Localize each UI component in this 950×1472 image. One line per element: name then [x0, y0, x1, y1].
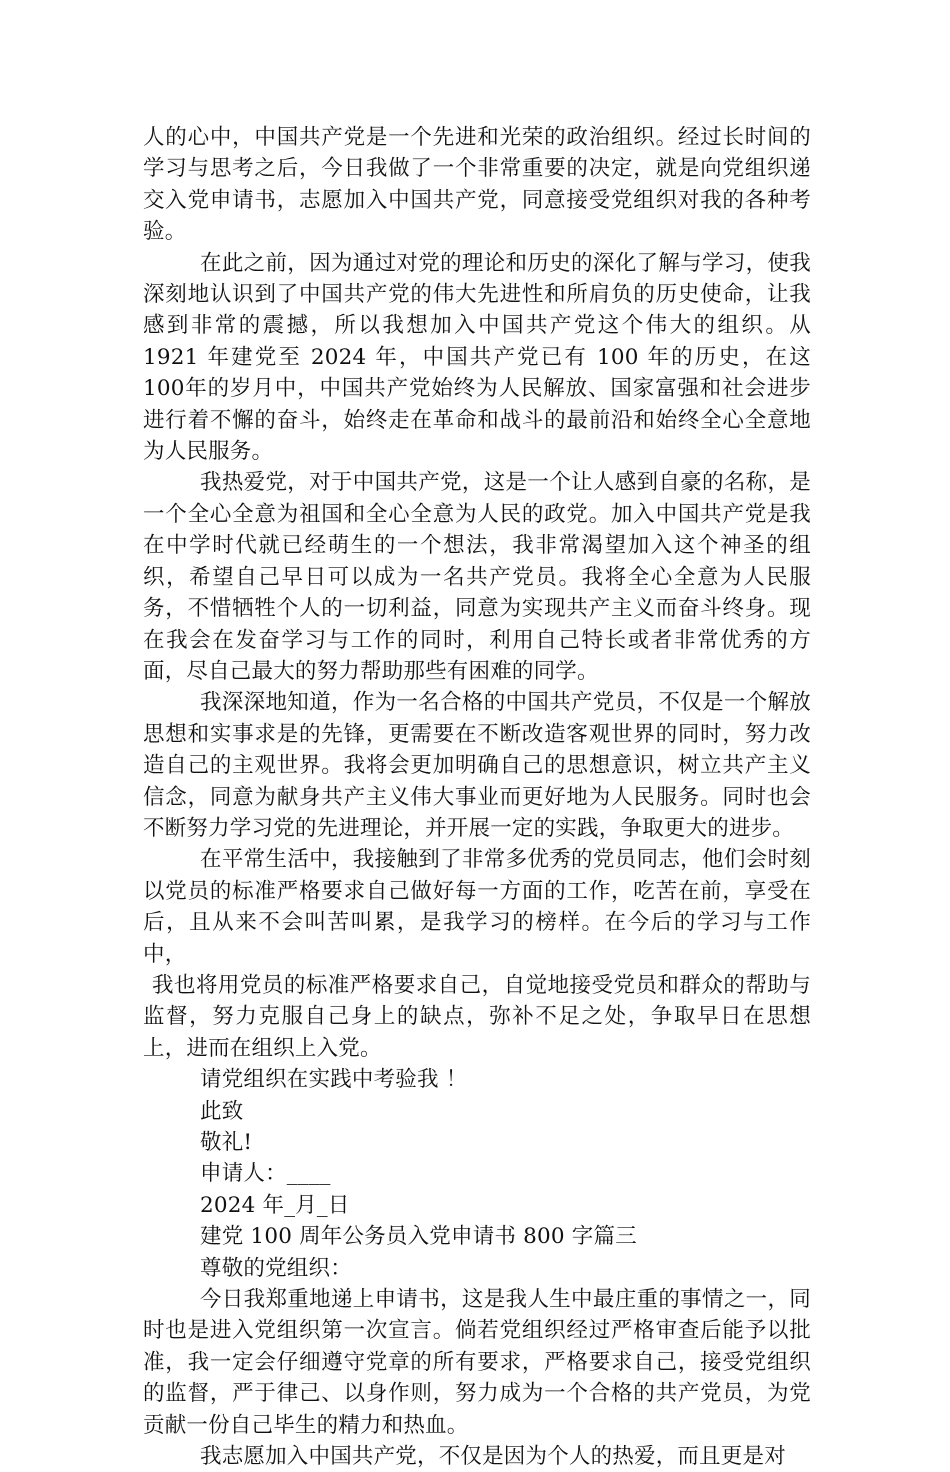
- section-title: 建党 100 周年公务员入党申请书 800 字篇三: [200, 1224, 637, 1250]
- paragraph-5: 在平常生活中，我接触到了非常多优秀的党员同志，他们会时刻以党员的标准严格要求自己做好每一方面的工作，吃苦在前，享受在后，且从来不会叫苦叫累，是我学习的榜样。在今后的学习与工作中，: [143, 847, 811, 967]
- greeting: 尊敬的党组织：: [200, 1255, 352, 1281]
- paragraph-6: 我也将用党员的标准严格要求自己，自觉地接受党员和群众的帮助与监督，努力克服自己身上的缺点，弥补不足之处，争取早日在思想上，进而在组织上入党。: [143, 972, 811, 1061]
- paragraph-4: 我深深地知道，作为一名合格的中国共产党员，不仅是一个解放思想和实事求是的先锋，更需要在不断改造客观世界的同时，努力改造自己的主观世界。我将会更加明确自己的思想意识，树立共产主义信念，同意为献身共产主义伟大事业而更好地为人民服务。同时也会不断努力学习党的先进理论，并开展一定的实践，争取更大的进步。: [143, 690, 811, 841]
- paragraph-8: 我志愿加入中国共产党，不仅是因为个人的热爱，而且更是对: [200, 1444, 786, 1470]
- closing-request: 请党组织在实践中考验我 ！: [200, 1067, 468, 1093]
- paragraph-2: 在此之前，因为通过对党的理论和历史的深化了解与学习，使我深刻地认识到了中国共产党的伟大先进性和所肩负的历史使命，让我感到非常的震撼，所以我想加入中国共产党这个伟大的组织。从 1921 年建党至 2024 年，中国共产党已有 100 年的历史，在这 100年的岁月中，中国共产党始终为人民解放、国家富强和社会进步进行着不懈的奋斗，始终走在革命和战斗的最前沿和始终全心全意地为人民服务。: [143, 250, 811, 465]
- closing-salutation: 此致: [200, 1098, 244, 1124]
- closing-regards: 敬礼!: [200, 1130, 253, 1155]
- document-body: [143, 122, 811, 1472]
- paragraph-1: 人的心中，中国共产党是一个先进和光荣的政治组织。经过长时间的学习与思考之后，今日我做了一个非常重要的决定，就是向党组织递交入党申请书，志愿加入中国共产党，同意接受党组织对我的各种考验。: [143, 125, 811, 245]
- applicant-signature-line: 申请人：____: [200, 1161, 331, 1187]
- date-line: 2024 年_月_日: [200, 1192, 350, 1218]
- paragraph-7: 今日我郑重地递上申请书，这是我人生中最庄重的事情之一，同时也是进入党组织第一次宣言。倘若党组织经过严格审查后能予以批准，我一定会仔细遵守党章的所有要求，严格要求自己，接受党组织的监督，严于律己、以身作则，努力成为一个合格的共产党员，为党贡献一份自己毕生的精力和热血。: [143, 1287, 811, 1438]
- paragraph-3: 我热爱党，对于中国共产党，这是一个让人感到自豪的名称，是一个全心全意为祖国和全心全意为人民的政党。加入中国共产党是我在中学时代就已经萌生的一个想法，我非常渴望加入这个神圣的组织，希望自己早日可以成为一名共产党员。我将全心全意为人民服务，不惜牺牲个人的一切利益，同意为实现共产主义而奋斗终身。现在我会在发奋学习与工作的同时，利用自己特长或者非常优秀的方面，尽自己最大的努力帮助那些有困难的同学。: [143, 470, 811, 684]
